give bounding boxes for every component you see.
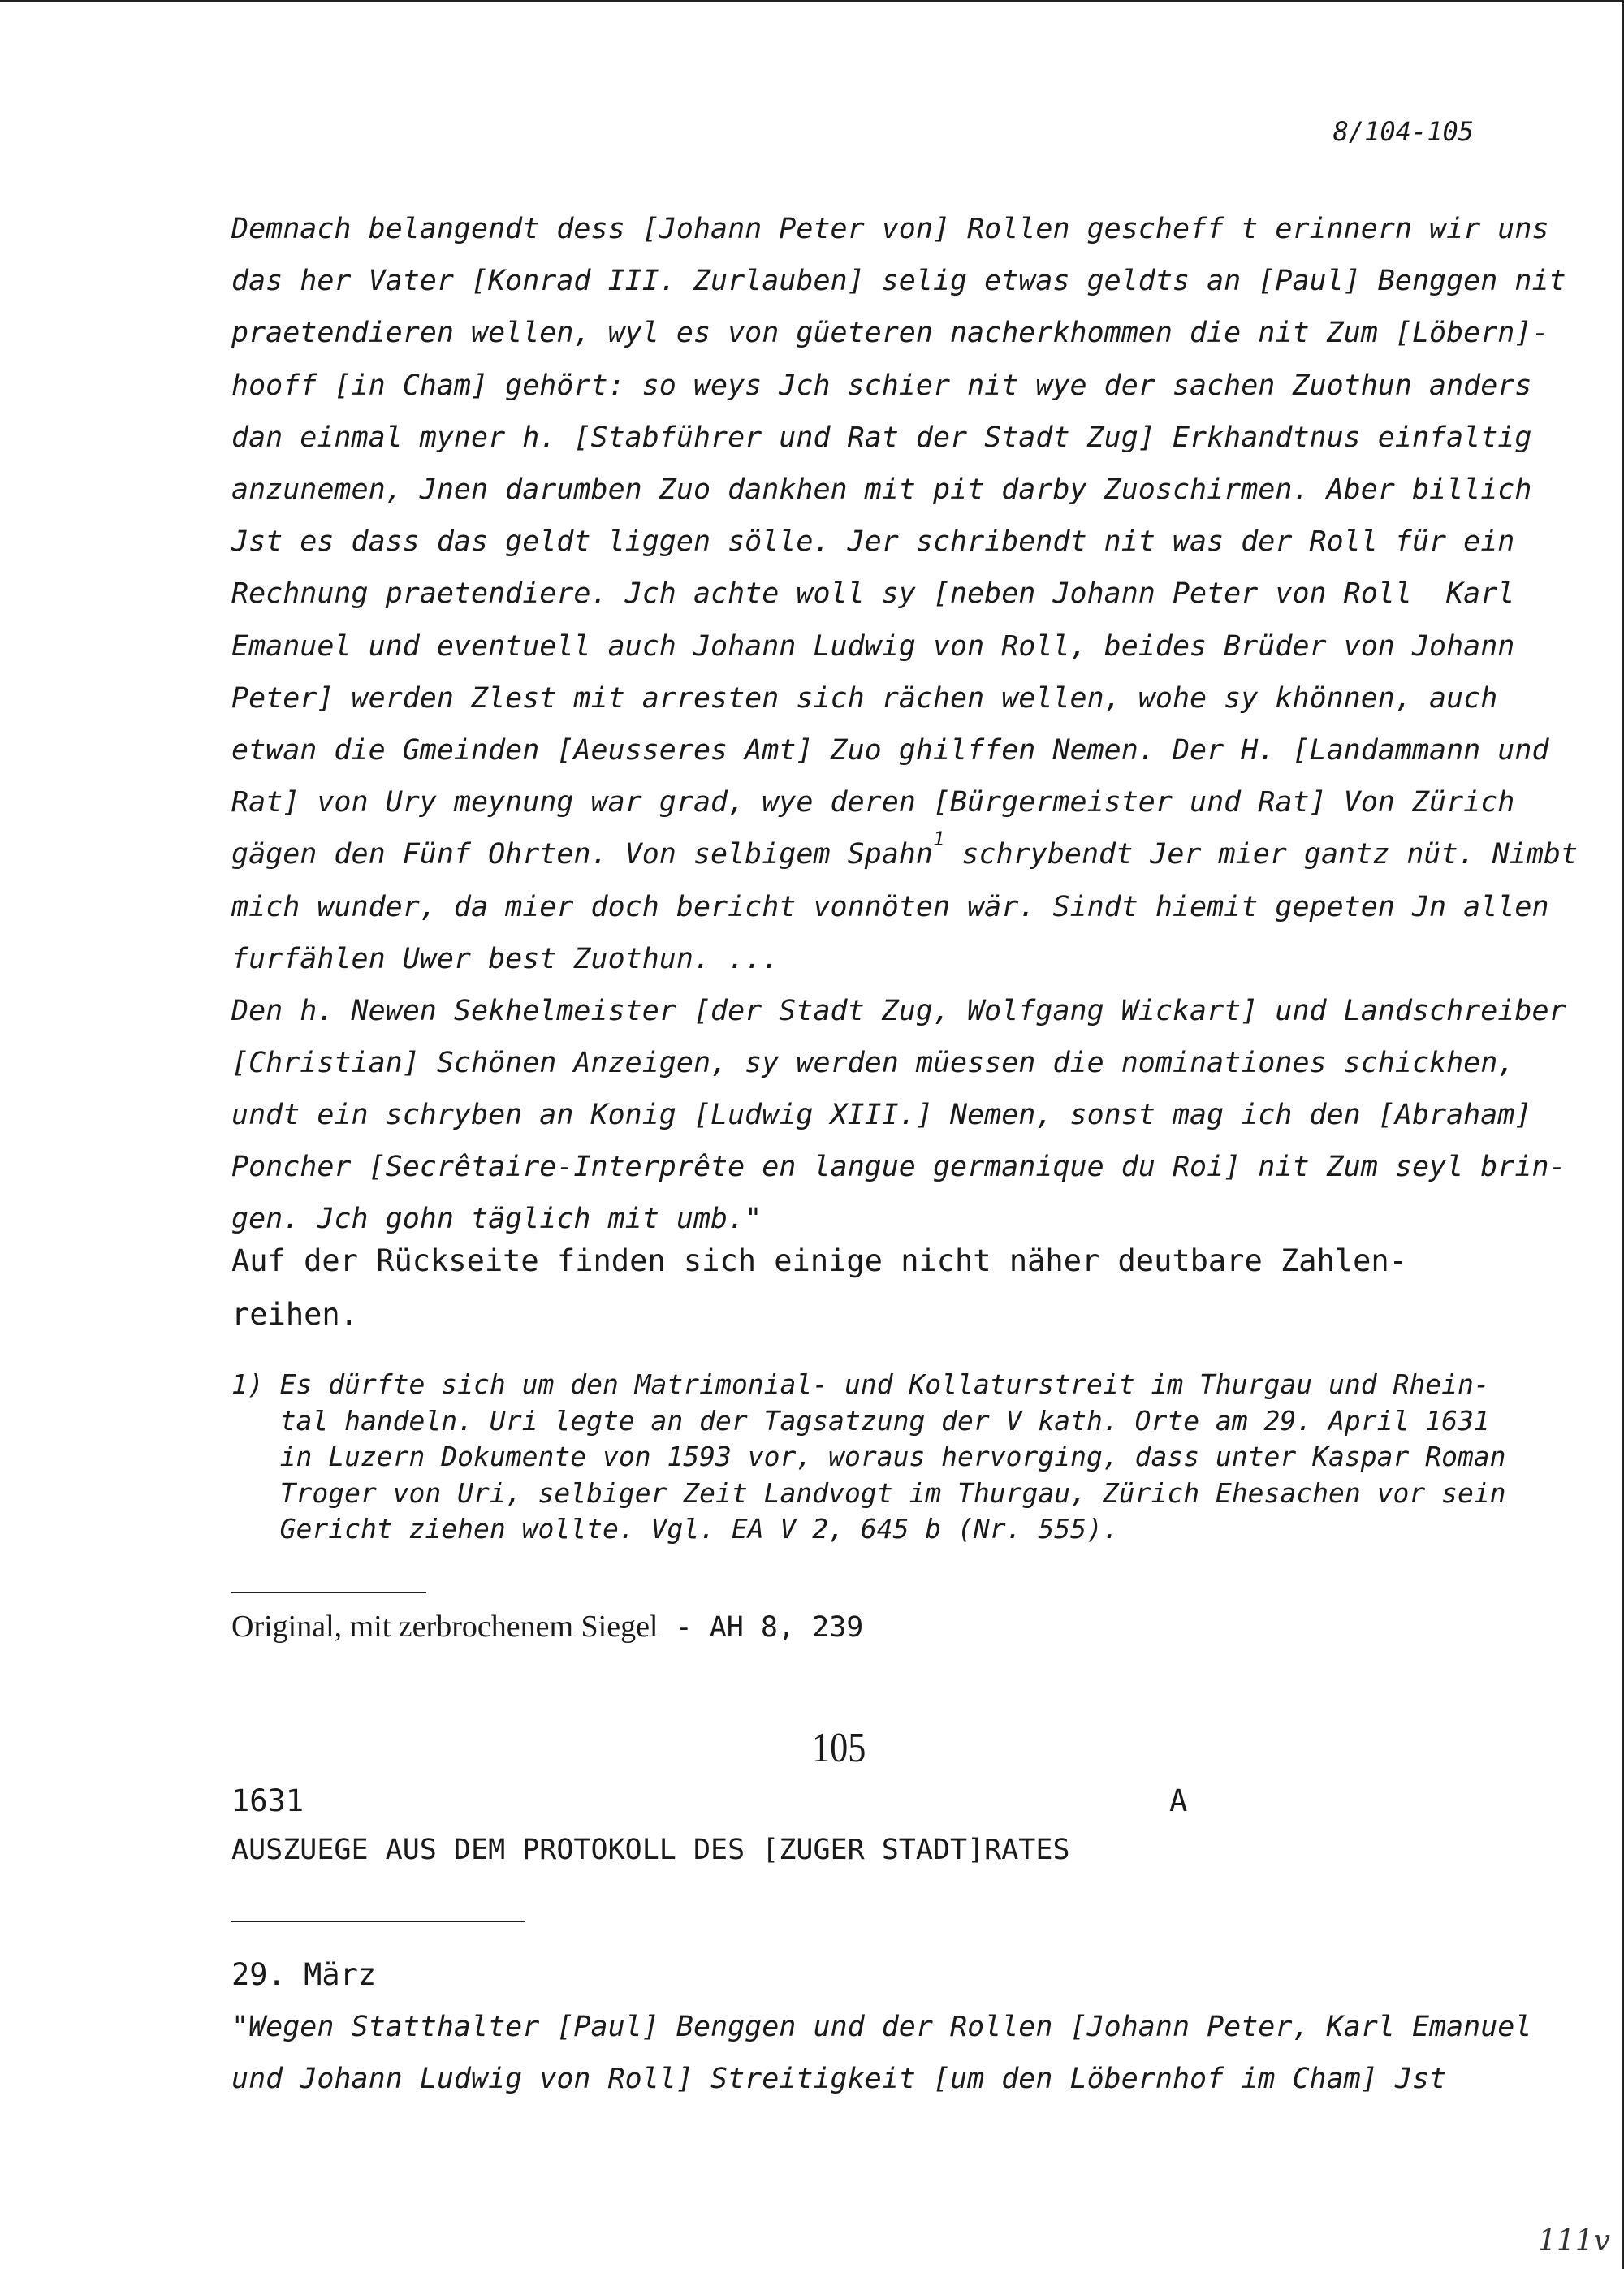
letter-line: Jst es dass das geldt liggen sölle. Jer schribendt nit was der Roll für ein xyxy=(231,525,1515,559)
letter-line-with-footnote xyxy=(231,828,1579,883)
footnote-line: Gericht ziehen wollte. Vgl. EA V 2, 645 b (Nr. 555). xyxy=(231,1513,1119,1545)
document-title: AUSZUEGE AUS DEM PROTOKOLL DES [ZUGER STADT]RATES xyxy=(231,1834,1070,1866)
handwritten-folio-number: 111v xyxy=(1537,2224,1610,2258)
source-text: Original, mit zerbrochenem Siegel xyxy=(231,1610,659,1644)
entry-date: 29. März xyxy=(231,1957,377,1992)
letter-line: Emanuel und eventuell auch Johann Ludwig von Roll, beides Brüder von Johann xyxy=(231,629,1515,663)
document-number: 105 xyxy=(812,1725,866,1771)
letter-line: undt ein schryben an Konig [Ludwig XIII.] Nemen, sonst mag ich den [Abraham] xyxy=(231,1099,1532,1131)
letter-line: Peter] werden Zlest mit arresten sich rächen wellen, wohe sy khönnen, auch xyxy=(231,681,1498,715)
letter-line: Demnach belangendt dess [Johann Peter von] Rollen gescheff t erinnern wir uns xyxy=(231,213,1549,245)
letter-line: anzunemen, Jnen darumben Zuo dankhen mit pit darby Zuoschirmen. Aber billich xyxy=(231,473,1532,507)
document-year: 1631 xyxy=(231,1783,304,1818)
source-dash: - xyxy=(658,1611,710,1644)
letter-line: [Christian] Schönen Anzeigen, sy werden müessen die nominationes schickhen, xyxy=(231,1047,1515,1079)
page-reference: 8/104-105 xyxy=(1332,116,1474,147)
letter-line: Den h. Newen Sekhelmeister [der Stadt Zug, Wolfgang Wickart] und Landschreiber xyxy=(231,995,1566,1027)
letter-line-part: gägen den Fünf Ohrten. Von selbigem Spahn xyxy=(231,838,933,871)
letter-line: mich wunder, da mier doch bericht vonnöten wär. Sindt hiemit gepeten Jn allen xyxy=(231,891,1549,923)
letter-line: praetendieren wellen, wyl es von güeteren nacherkhommen die nit Zum [Löbern]- xyxy=(231,317,1549,350)
letter-line-part: schrybendt Jer mier gantz nüt. Nimbt xyxy=(944,838,1579,871)
quote-line: und Johann Ludwig von Roll] Streitigkeit [um den Löbernhof im Cham] Jst xyxy=(231,2063,1447,2095)
separator-rule xyxy=(231,1921,525,1922)
letter-body-continued xyxy=(231,881,1566,1245)
letter-line: Poncher [Secrêtaire-Interprête en langue germanique du Roi] nit Zum seyl brin- xyxy=(231,1151,1566,1183)
letter-body xyxy=(231,203,1579,884)
document-letter: A xyxy=(1169,1783,1188,1818)
letter-line: das her Vater [Konrad III. Zurlauben] selig etwas geldts an [Paul] Benggen nit xyxy=(231,265,1566,298)
protocol-quote xyxy=(231,2001,1532,2105)
footnote-marker: 1 xyxy=(932,828,945,851)
footnote-line: in Luzern Dokumente von 1593 vor, woraus hervorging, dass unter Kaspar Roman xyxy=(231,1441,1506,1472)
footnote-line: 1) Es dürfte sich um den Matrimonial- und Kollaturstreit im Thurgau und Rhein- xyxy=(231,1368,1490,1400)
letter-line: Rechnung praetendiere. Jch achte woll sy [neben Johann Peter von Roll Karl xyxy=(231,577,1515,611)
footnote-line: tal handeln. Uri legte an der Tagsatzung der V kath. Orte am 29. April 1631 xyxy=(231,1404,1490,1437)
letter-line: dan einmal myner h. [Stabführer und Rat der Stadt Zug] Erkhandtnus einfaltig xyxy=(231,421,1532,454)
source-reference xyxy=(231,1609,863,1644)
letter-line: furfählen Uwer best Zuothun. ... xyxy=(231,943,780,975)
footnote xyxy=(231,1367,1531,1548)
source-archive-ref: AH 8, 239 xyxy=(709,1611,864,1644)
letter-line: hooff [in Cham] gehört: so weys Jch schier nit wye der sachen Zuothun anders xyxy=(231,369,1532,402)
letter-line: etwan die Gmeinden [Aeusseres Amt] Zuo ghilffen Nemen. Der H. [Landammann und xyxy=(231,734,1549,767)
separator-rule xyxy=(231,1592,426,1593)
reverse-side-note: reihen. xyxy=(231,1297,358,1332)
quote-line: "Wegen Statthalter [Paul] Benggen und der Rollen [Johann Peter, Karl Emanuel xyxy=(231,2011,1532,2043)
letter-line: gen. Jch gohn täglich mit umb." xyxy=(231,1203,762,1235)
letter-line: Rat] von Ury meynung war grad, wye deren [Bürgermeister und Rat] Von Zürich xyxy=(231,786,1515,819)
footnote-line: Troger von Uri, selbiger Zeit Landvogt im Thurgau, Zürich Ehesachen vor sein xyxy=(231,1476,1506,1509)
reverse-side-note: Auf der Rückseite finden sich einige nicht näher deutbare Zahlen- xyxy=(231,1243,1407,1278)
